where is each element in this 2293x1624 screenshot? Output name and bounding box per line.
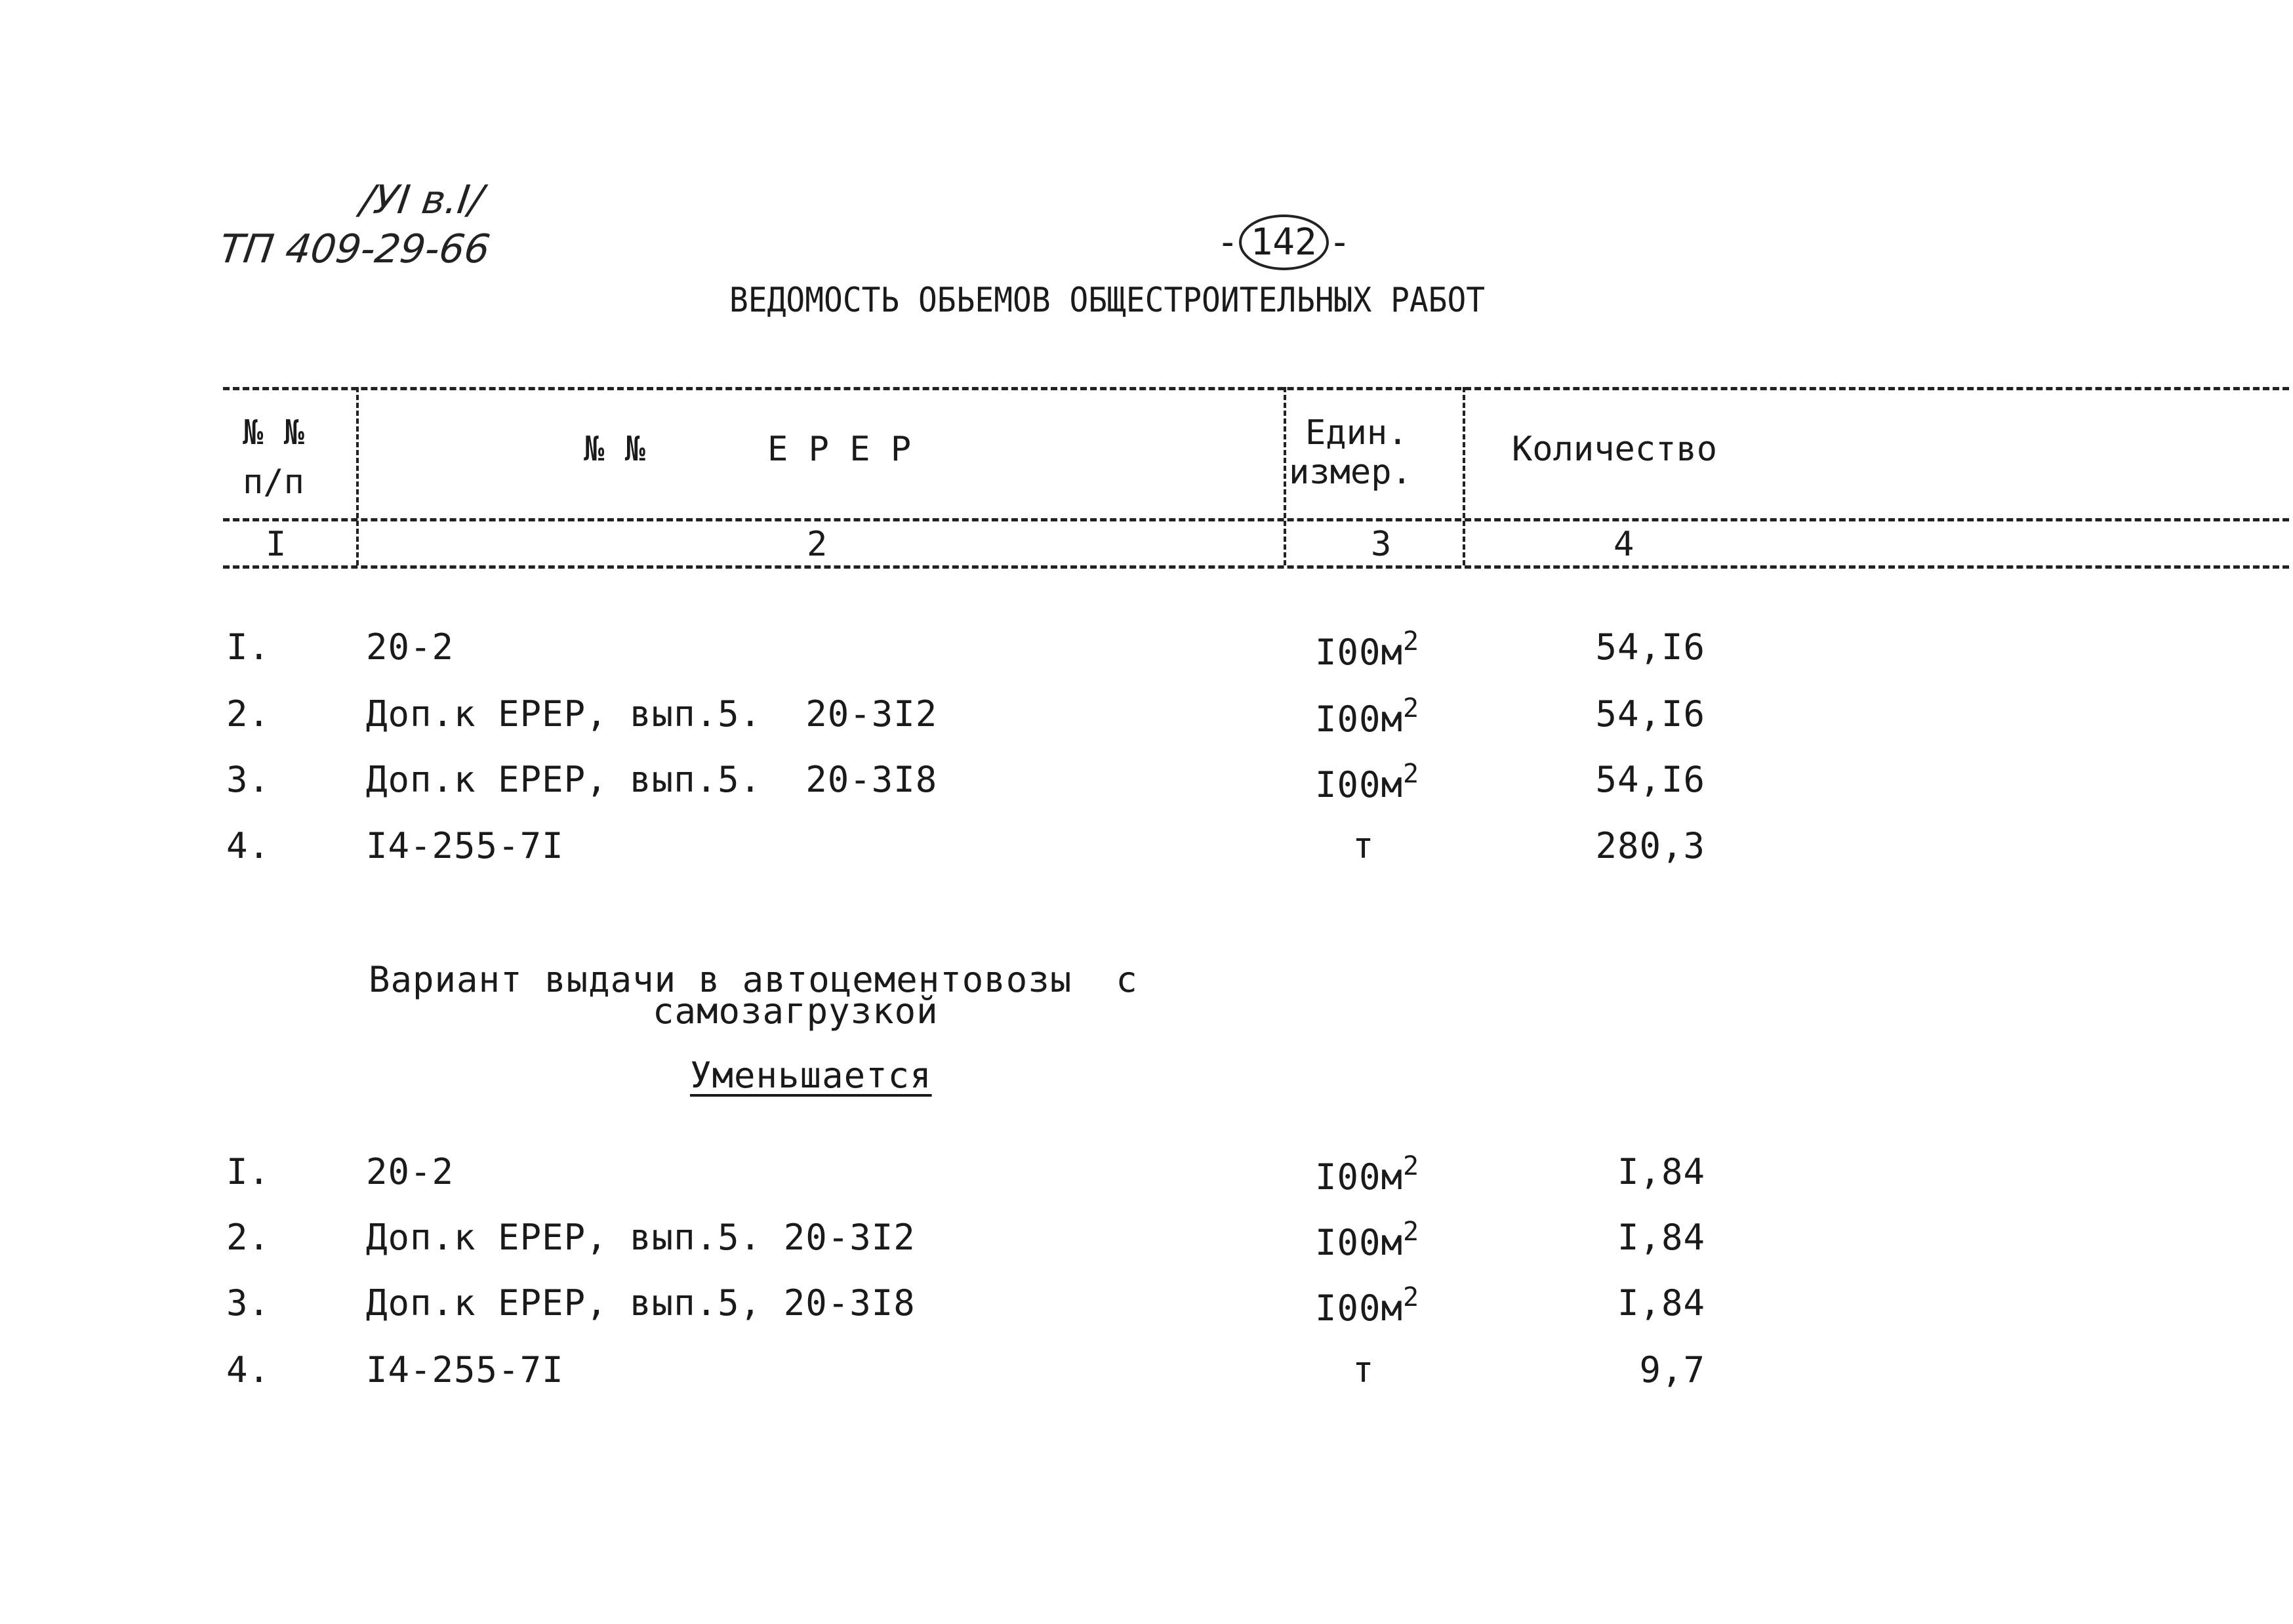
col-divider-2 [1284, 387, 1286, 565]
variant-line-1: Вариант выдачи в автоцементовозы с [369, 959, 1138, 1000]
row-code: I4-255-7I [366, 1349, 564, 1391]
unit-superscript: 2 [1403, 759, 1420, 789]
row-unit [1352, 825, 1375, 866]
row-unit [1315, 626, 1419, 673]
row-quantity: I,84 [1617, 1282, 1705, 1324]
variant-subheading: Уменьшается [690, 1055, 932, 1096]
unit-text: I00м [1315, 699, 1404, 740]
header-col3-line2: измер. [1289, 453, 1412, 492]
row-number: 3. [226, 1282, 271, 1324]
unit-text: I00м [1315, 764, 1404, 805]
table-header-divider [223, 518, 2289, 521]
row-unit [1315, 1217, 1419, 1263]
unit-text: I00м [1315, 1222, 1404, 1263]
col-divider-1 [356, 387, 359, 565]
col-number-4: 4 [1613, 525, 1634, 564]
col-divider-3 [1463, 387, 1465, 565]
row-code: Доп.к ЕРЕР, вып.5, 20-3I8 [366, 1282, 916, 1324]
unit-superscript: 2 [1403, 1282, 1420, 1312]
row-code: Доп.к ЕРЕР, вып.5. 20-3I2 [366, 1217, 916, 1258]
row-quantity: 54,I6 [1595, 693, 1705, 735]
variant-line-2: самозагрузкой [653, 990, 939, 1032]
col-number-1: I [266, 525, 287, 564]
unit-superscript: 2 [1403, 1151, 1420, 1181]
row-code: Доп.к ЕРЕР, вып.5. 20-3I8 [366, 759, 938, 800]
row-number: 2. [226, 1217, 271, 1258]
row-number: 4. [226, 825, 271, 866]
row-unit [1352, 1349, 1375, 1391]
unit-superscript: 2 [1403, 1217, 1420, 1247]
row-code: Доп.к ЕРЕР, вып.5. 20-3I2 [366, 693, 938, 735]
header-col3-line1: Един. [1305, 413, 1408, 453]
col-number-2: 2 [807, 525, 828, 564]
row-number: I. [226, 1151, 271, 1192]
header-col1-line1: № № [243, 413, 304, 453]
row-code: I4-255-7I [366, 825, 564, 866]
header-col1-line2: п/п [243, 462, 304, 502]
table-number-divider [223, 565, 2289, 569]
row-number: 2. [226, 693, 271, 735]
unit-text: т [1352, 825, 1375, 866]
row-code: 20-2 [366, 626, 455, 668]
page-dash-left: - [1216, 221, 1239, 264]
col-number-3: 3 [1371, 525, 1392, 564]
sheet-reference: /УI в.I/ [357, 177, 486, 223]
row-quantity: 280,3 [1595, 825, 1705, 866]
header-col2-prefix: № № [584, 430, 645, 469]
page-dash-right: - [1328, 221, 1351, 264]
unit-text: I00м [1315, 1288, 1404, 1329]
header-col2-label: Е Р Е Р [767, 430, 912, 469]
row-unit [1315, 1282, 1419, 1329]
unit-text: т [1352, 1349, 1375, 1391]
unit-text: I00м [1315, 1156, 1404, 1198]
row-quantity: 54,I6 [1595, 626, 1705, 668]
unit-superscript: 2 [1403, 693, 1420, 723]
row-number: 3. [226, 759, 271, 800]
unit-superscript: 2 [1403, 626, 1420, 657]
row-quantity: I,84 [1617, 1217, 1705, 1258]
row-unit [1315, 759, 1419, 805]
table-top-line [223, 387, 2289, 390]
page-number: 142 [1239, 214, 1329, 270]
row-number: I. [226, 626, 271, 668]
row-quantity: 9,7 [1639, 1349, 1705, 1391]
row-code: 20-2 [366, 1151, 455, 1192]
document-title: ВЕДОМОСТЬ ОБЬЕМОВ ОБЩЕСТРОИТЕЛЬНЫХ РАБОТ [729, 281, 1486, 320]
unit-text: I00м [1315, 632, 1404, 673]
row-unit [1315, 1151, 1419, 1198]
row-number: 4. [226, 1349, 271, 1391]
row-quantity: I,84 [1617, 1151, 1705, 1192]
row-quantity: 54,I6 [1595, 759, 1705, 800]
row-unit [1315, 693, 1419, 740]
document-code: ТП 409-29-66 [216, 226, 493, 272]
header-col4-label: Количество [1512, 430, 1718, 469]
